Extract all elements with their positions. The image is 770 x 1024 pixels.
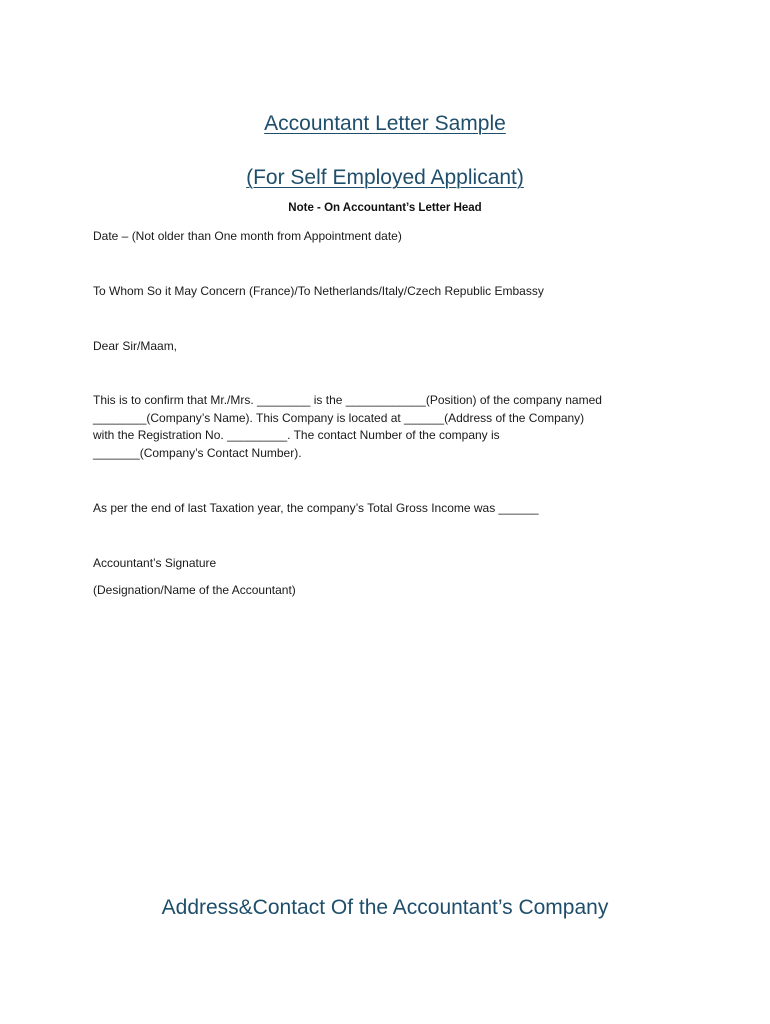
confirmation-paragraph xyxy=(93,392,678,462)
paragraph-line: with the Registration No. _________. The contact Number of the company is xyxy=(93,428,500,442)
paragraph-line: This is to confirm that Mr./Mrs. ________ is the ____________(Position) of the company named xyxy=(93,393,602,407)
recipient-line: To Whom So it May Concern (France)/To Netherlands/Italy/Czech Republic Embassy xyxy=(93,284,544,298)
salutation: Dear Sir/Maam, xyxy=(93,339,178,353)
document-subtitle: (For Self Employed Applicant) xyxy=(246,166,524,189)
footer-heading: Address&Contact Of the Accountant’s Company xyxy=(161,896,609,919)
date-line: Date – (Not older than One month from Appointment date) xyxy=(93,229,402,243)
signature-line: Accountant’s Signature xyxy=(93,556,217,570)
paragraph-line: ________(Company’s Name). This Company is located at ______(Address of the Company) xyxy=(93,410,585,425)
income-line: As per the end of last Taxation year, the company’s Total Gross Income was ______ xyxy=(93,501,539,515)
document-title: Accountant Letter Sample xyxy=(264,112,506,135)
letterhead-note: Note - On Accountant’s Letter Head xyxy=(288,202,482,214)
designation-line: (Designation/Name of the Accountant) xyxy=(93,583,296,597)
paragraph-line: _______(Company’s Contact Number). xyxy=(93,445,302,460)
